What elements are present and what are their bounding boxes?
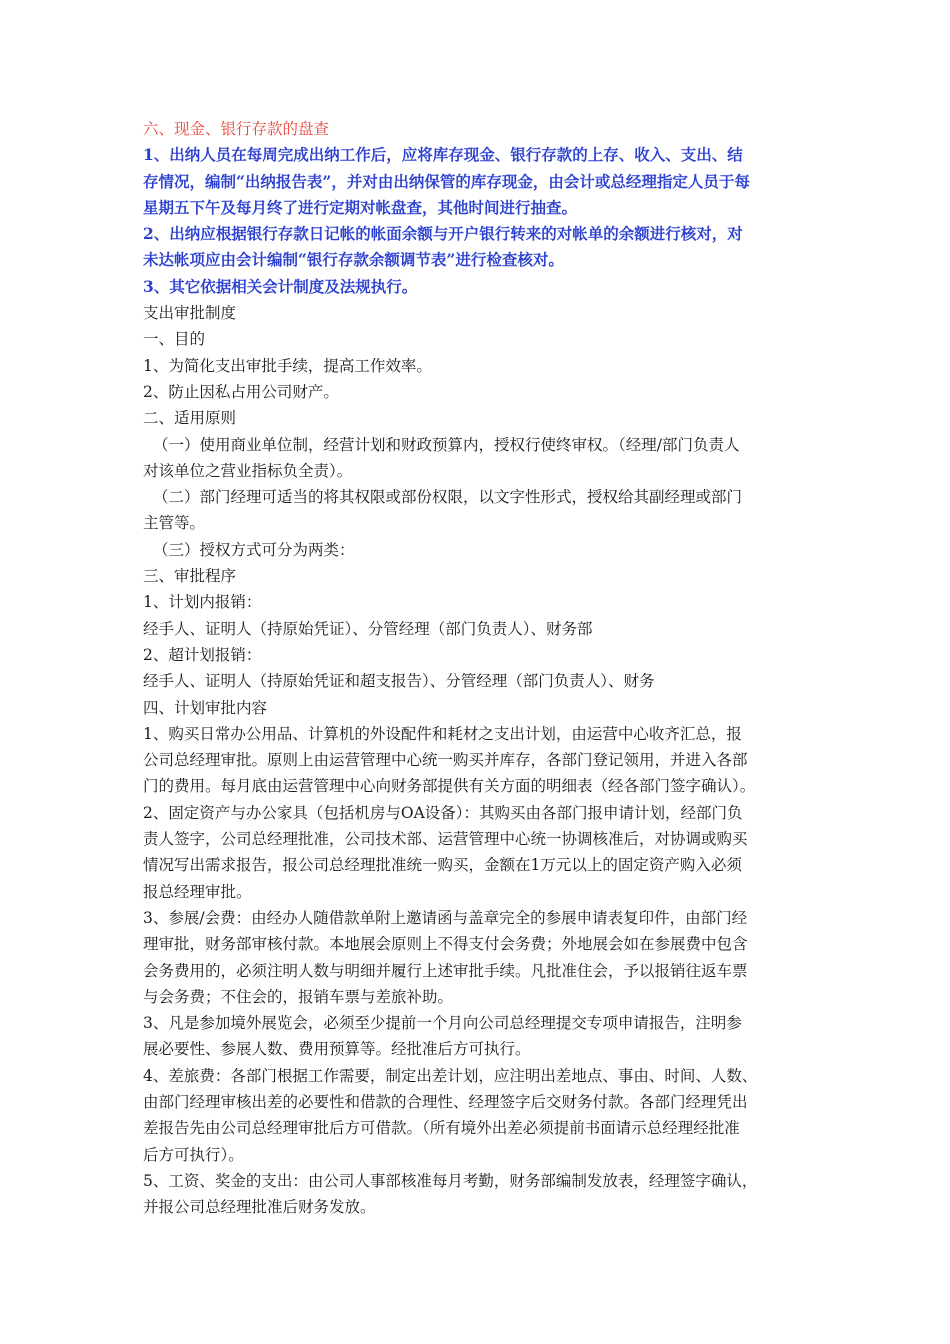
paragraph-line: 经手人、证明人（持原始凭证）、分管经理（部门负责人）、财务部 bbox=[143, 619, 593, 638]
paragraph-line: 差报告先由公司总经理审批后方可借款。（所有境外出差必须提前书面请示总经理经批准 bbox=[143, 1119, 740, 1138]
paragraph-line: 情况写出需求报告，报公司总经理批准统一购买，金额在1万元以上的固定资产购入必须 bbox=[143, 856, 742, 875]
paragraph-line: 1、为简化支出审批手续，提高工作效率。 bbox=[143, 356, 432, 375]
paragraph-line: 公司总经理审批。原则上由运营管理中心统一购买并库存，各部门登记领用，并进入各部 bbox=[143, 751, 748, 770]
paragraph-line: 星期五下午及每月终了进行定期对帐盘查，其他时间进行抽查。 bbox=[143, 197, 578, 217]
paragraph-line: 门的费用。每月底由运营管理中心向财务部提供有关方面的明细表（经各部门签字确认）。 bbox=[143, 777, 756, 796]
section-heading: 一、目的 bbox=[143, 330, 206, 349]
paragraph-line: 2、防止因私占用公司财产。 bbox=[143, 382, 339, 401]
paragraph-line: 由部门经理审核出差的必要性和借款的合理性、经理签字后交财务付款。各部门经理凭出 bbox=[143, 1092, 748, 1111]
paragraph-line: 3、参展/会费：由经办人随借款单附上邀请函与盖章完全的参展申请表复印件，由部门经 bbox=[143, 908, 748, 927]
paragraph-line: （一）使用商业单位制，经营计划和财政预算内，授权行使终审权。（经理/部门负责人 bbox=[153, 435, 740, 454]
paragraph-line: 并报公司总经理批准后财务发放。 bbox=[143, 1198, 376, 1217]
paragraph-line: 1、出纳人员在每周完成出纳工作后，应将库存现金、银行存款的上存、收入、支出、结 bbox=[143, 145, 743, 165]
paragraph-line: 经手人、证明人（持原始凭证和超支报告）、分管经理（部门负责人）、财务 bbox=[143, 672, 655, 691]
paragraph-line: 存情况，编制“出纳报告表”，并对由出纳保管的库存现金，由会计或总经理指定人员于每 bbox=[143, 171, 750, 191]
paragraph-line: 2、出纳应根据银行存款日记帐的帐面余额与开户银行转来的对帐单的余额进行核对，对 bbox=[143, 224, 743, 244]
paragraph-line: 未达帐项应由会计编制“银行存款余额调节表”进行检查核对。 bbox=[143, 250, 564, 270]
paragraph-line: 与会务费；不住会的，报销车票与差旅补助。 bbox=[143, 987, 454, 1006]
paragraph-line: 会务费用的，必须注明人数与明细并履行上述审批手续。凡批准住会，予以报销往返车票 bbox=[143, 961, 748, 980]
paragraph-line: 4、差旅费：各部门根据工作需要，制定出差计划，应注明出差地点、事由、时间、人数、 bbox=[143, 1066, 758, 1085]
paragraph-line: 1、计划内报销： bbox=[143, 593, 262, 612]
paragraph-line: 责人签字，公司总经理批准，公司技术部、运营管理中心统一协调核准后，对协调或购买 bbox=[143, 830, 748, 849]
paragraph-line: 3、其它依据相关会计制度及法规执行。 bbox=[143, 276, 418, 296]
section-heading: 三、审批程序 bbox=[143, 567, 237, 586]
document-page bbox=[143, 116, 823, 1220]
paragraph-line: 2、超计划报销： bbox=[143, 645, 262, 664]
paragraph-line: 对该单位之营业指标负全责）。 bbox=[143, 461, 353, 480]
paragraph-line: 报总经理审批。 bbox=[143, 882, 252, 901]
paragraph-line: 5、工资、奖金的支出：由公司人事部核准每月考勤，财务部编制发放表，经理签字确认， bbox=[143, 1171, 758, 1190]
paragraph-line: （三）授权方式可分为两类： bbox=[153, 540, 355, 559]
paragraph-line: （二）部门经理可适当的将其权限或部份权限，以文字性形式，授权给其副经理或部门 bbox=[153, 488, 743, 507]
paragraph-line: 主管等。 bbox=[143, 514, 206, 533]
document-title: 支出审批制度 bbox=[143, 304, 237, 323]
paragraph-line: 后方可执行）。 bbox=[143, 1145, 244, 1164]
paragraph-line: 展必要性、参展人数、费用预算等。经批准后方可执行。 bbox=[143, 1040, 531, 1059]
section-heading: 六、现金、银行存款的盘查 bbox=[143, 120, 330, 138]
paragraph-line: 1、购买日常办公用品、计算机的外设配件和耗材之支出计划，由运营中心收齐汇总，报 bbox=[143, 724, 742, 743]
section-heading: 四、计划审批内容 bbox=[143, 698, 268, 717]
paragraph-line: 理审批，财务部审核付款。本地展会原则上不得支付会务费；外地展会如在参展费中包含 bbox=[143, 935, 748, 954]
paragraph-line: 2、固定资产与办公家具（包括机房与OA设备）：其购买由各部门报申请计划，经部门负 bbox=[143, 803, 743, 822]
section-heading: 二、适用原则 bbox=[143, 409, 237, 428]
paragraph-line: 3、凡是参加境外展览会，必须至少提前一个月向公司总经理提交专项申请报告，注明参 bbox=[143, 1014, 742, 1033]
